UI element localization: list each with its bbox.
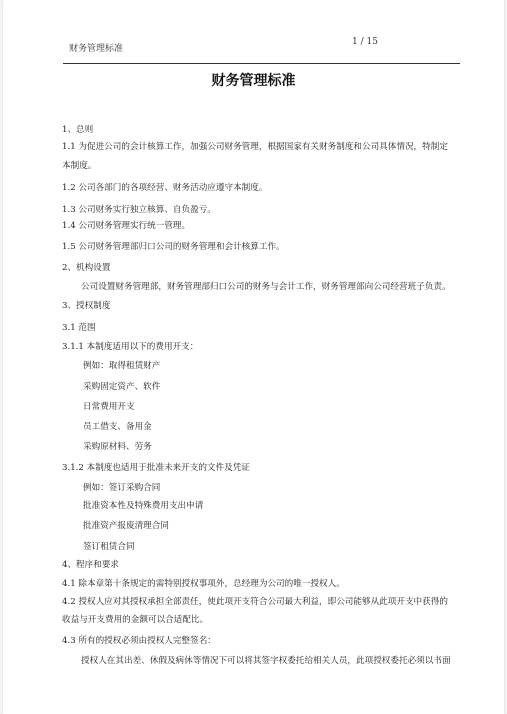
body-line: 收益与开支费用的金额可以合适配比。	[62, 615, 209, 625]
body-line: 例如：签订采购合同	[83, 483, 161, 493]
body-line: 1.5 公司财务管理部归口公司的财务管理和会计核算工作。	[62, 242, 285, 252]
body-line: 签订租赁合同	[83, 542, 135, 552]
document-title: 财务管理标准	[211, 73, 296, 89]
body-line: 2、机构设置	[62, 263, 111, 273]
body-line: 4.3 所有的授权必须由授权人完整签名：	[62, 636, 216, 646]
body-line: 3.1.2 本制度也适用于批准未来开支的文件及凭证	[62, 463, 250, 473]
body-line: 日常费用开支	[83, 402, 135, 412]
body-line: 1.1 为促进公司的会计核算工作，加强公司财务管理，根据国家有关财务制度和公司具体情况，特制定	[62, 142, 448, 152]
body-line: 3.1.1 本制度适用以下的费用开支：	[62, 342, 199, 352]
body-line: 例如：取得租赁财产	[83, 361, 161, 371]
body-line: 1.4 公司财务管理实行统一管理。	[62, 221, 191, 231]
body-line: 公司设置财务管理部，财务管理部归口公司的财务与会计工作，财务管理部向公司经营班子负责。	[81, 282, 451, 292]
header-page-number: 1 / 15	[352, 37, 378, 47]
body-line: 员工借支、备用金	[83, 422, 152, 432]
body-line: 本制度。	[62, 161, 97, 171]
body-line: 批准资产报废清理合同	[83, 521, 169, 531]
document-page	[3, 0, 504, 714]
body-line: 批准资本性及特殊费用支出申请	[83, 501, 204, 511]
body-line: 采购固定资产、软件	[83, 382, 161, 392]
header-divider	[63, 63, 460, 64]
body-line: 3、授权制度	[62, 301, 111, 311]
body-line: 1.3 公司财务实行独立核算、自负盈亏。	[62, 205, 216, 215]
body-line: 采购原材料、劳务	[83, 442, 152, 452]
body-line: 4.2 授权人应对其授权承担全部责任，使此项开支符合公司最大利益，即公司能够从此项开支中获得的	[62, 597, 448, 607]
body-line: 授权人在其出差、休假及病休等情况下可以将其签字权委托给相关人员，此项授权委托必须以书面	[81, 656, 451, 666]
header-doc-name: 财务管理标准	[69, 44, 124, 54]
body-line: 1.2 公司各部门的各项经营、财务活动应遵守本制度。	[62, 183, 268, 193]
body-line: 1、总则	[62, 125, 94, 135]
body-line: 4.1 除本章第十条规定的需特别授权事项外，总经理为公司的唯一授权人。	[62, 579, 345, 589]
body-line: 4、程序和要求	[62, 560, 120, 570]
body-line: 3.1 范围	[62, 323, 96, 333]
